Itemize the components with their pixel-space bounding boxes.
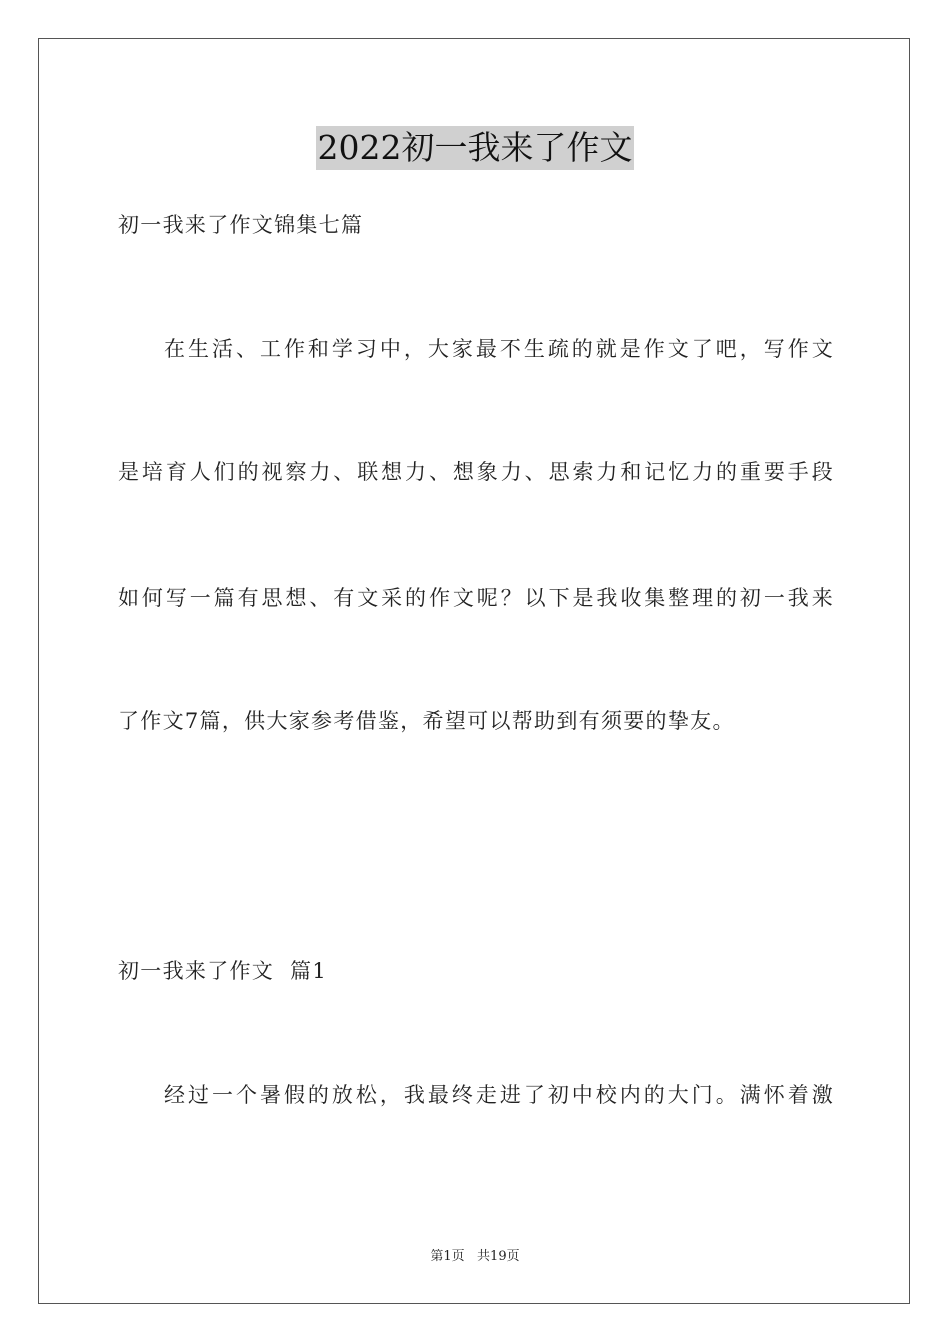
intro-line-2: 是培育人们的视察力、联想力、想象力、思索力和记忆力的重要手段 — [118, 460, 834, 484]
document-title: 2022初一我来了作文 — [316, 126, 635, 170]
page-footer — [0, 1245, 950, 1264]
document-title-wrapper — [0, 126, 950, 170]
intro-line-1: 在生活、工作和学习中，大家最不生疏的就是作文了吧，写作文 — [164, 337, 834, 361]
section-heading: 初一我来了作文 篇1 — [118, 959, 328, 983]
intro-line-3: 如何写一篇有思想、有文采的作文呢？以下是我收集整理的初一我来 — [118, 586, 834, 610]
section-first-line: 经过一个暑假的放松，我最终走进了初中校内的大门。满怀着激 — [164, 1083, 834, 1107]
document-subtitle: 初一我来了作文锦集七篇 — [118, 213, 364, 237]
page-number: 第1页 共19页 — [430, 1249, 520, 1264]
intro-line-4: 了作文7篇，供大家参考借鉴，希望可以帮助到有须要的挚友。 — [118, 709, 735, 733]
